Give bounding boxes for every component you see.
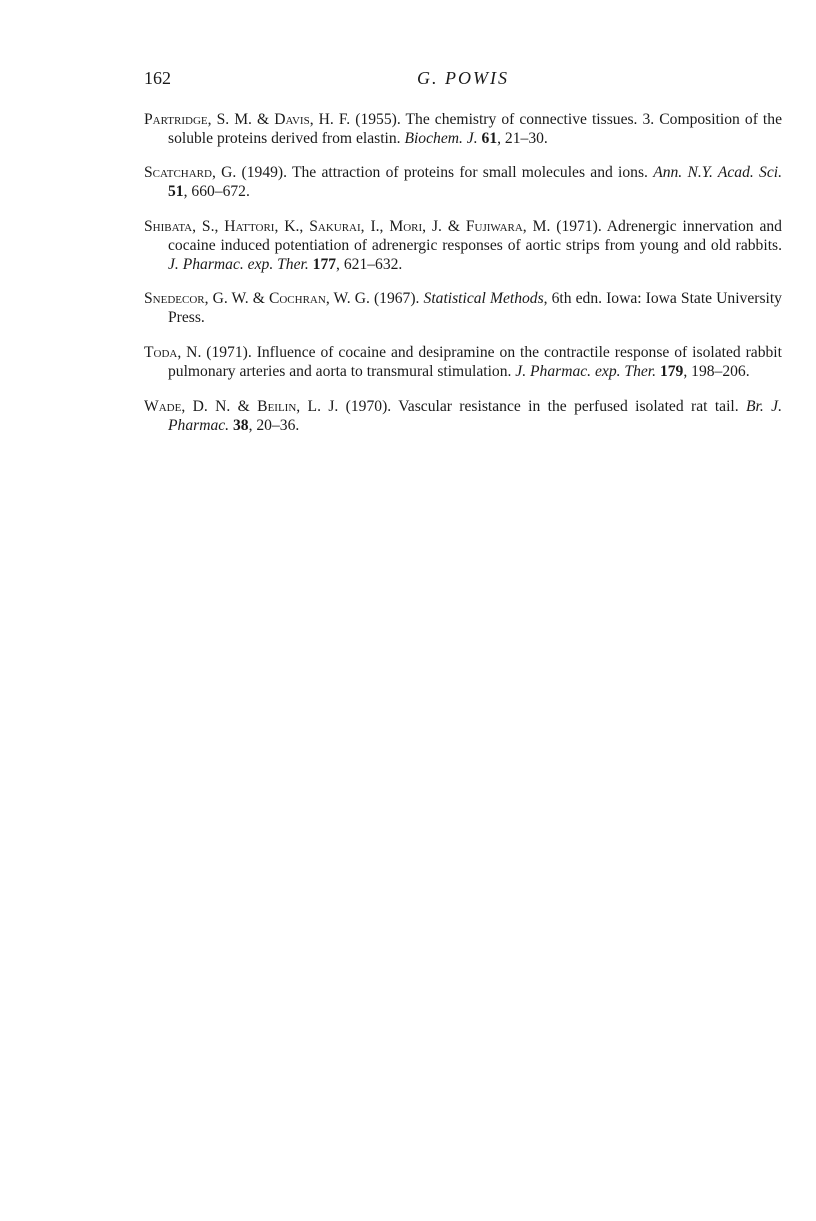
reference-year: (1971). xyxy=(201,343,257,361)
reference-journal: Biochem. J. xyxy=(404,129,478,147)
page xyxy=(144,68,782,439)
reference-year: (1971). xyxy=(550,217,607,235)
reference-authors: Toda, N. xyxy=(144,343,202,361)
reference-item xyxy=(144,397,782,435)
reference-volume: 177 xyxy=(312,255,337,273)
page-number: 162 xyxy=(144,68,171,88)
reference-volume: 61 xyxy=(481,129,498,147)
reference-pages: , 198–206. xyxy=(683,362,750,380)
reference-title: Influence of cocaine and desipramine on the contractile response of isolated rabbit pulmonary arteries and aorta to transmural stimulation. xyxy=(168,343,782,380)
reference-title: Adrenergic innervation and cocaine induced potentiation of adrenergic responses of aortic strips from young and old rabbits. xyxy=(168,217,782,254)
reference-authors: Wade, D. N. & Beilin, L. J. xyxy=(144,397,339,415)
reference-journal: J. Pharmac. exp. Ther. xyxy=(168,255,309,273)
reference-journal: J. Pharmac. exp. Ther. xyxy=(515,362,657,380)
reference-item xyxy=(144,110,782,148)
reference-year: (1970). xyxy=(338,397,399,415)
reference-title: The chemistry of connective tissues. 3. Composition of the soluble proteins derived from elastin. xyxy=(168,110,782,147)
reference-title: Vascular resistance in the perfused isolated rat tail. xyxy=(398,397,747,415)
reference-book-title: Statistical Methods xyxy=(423,290,544,308)
reference-volume: 38 xyxy=(232,416,249,434)
reference-year: (1967). xyxy=(369,290,424,308)
reference-item xyxy=(144,217,782,274)
reference-publisher: , 6th edn. Iowa: Iowa State University Press. xyxy=(168,290,782,327)
reference-volume: 179 xyxy=(659,362,684,380)
reference-authors: Partridge, S. M. & Davis, H. F. xyxy=(144,110,351,128)
reference-item xyxy=(144,163,782,201)
reference-pages: , 20–36. xyxy=(248,416,300,434)
running-head: G. POWIS xyxy=(417,68,509,88)
reference-volume: 51 xyxy=(168,183,184,201)
reference-journal: Br. J. Pharmac. xyxy=(168,397,782,434)
reference-year: (1949). xyxy=(236,164,292,182)
reference-pages: , 660–672. xyxy=(183,183,250,201)
reference-year: (1955). xyxy=(350,110,406,128)
reference-authors: Snedecor, G. W. & Cochran, W. G. xyxy=(144,290,370,308)
page-header xyxy=(144,68,782,94)
reference-list xyxy=(144,110,782,435)
reference-title: The attraction of proteins for small molecules and ions. xyxy=(291,164,654,182)
reference-item xyxy=(144,343,782,381)
reference-authors: Shibata, S., Hattori, K., Sakurai, I., Mori, J. & Fujiwara, M. xyxy=(144,217,551,235)
reference-pages: , 21–30. xyxy=(497,129,548,147)
reference-journal: Ann. N.Y. Acad. Sci. xyxy=(653,164,782,182)
reference-authors: Scatchard, G. xyxy=(144,164,237,182)
reference-item xyxy=(144,289,782,327)
reference-pages: , 621–632. xyxy=(336,255,403,273)
